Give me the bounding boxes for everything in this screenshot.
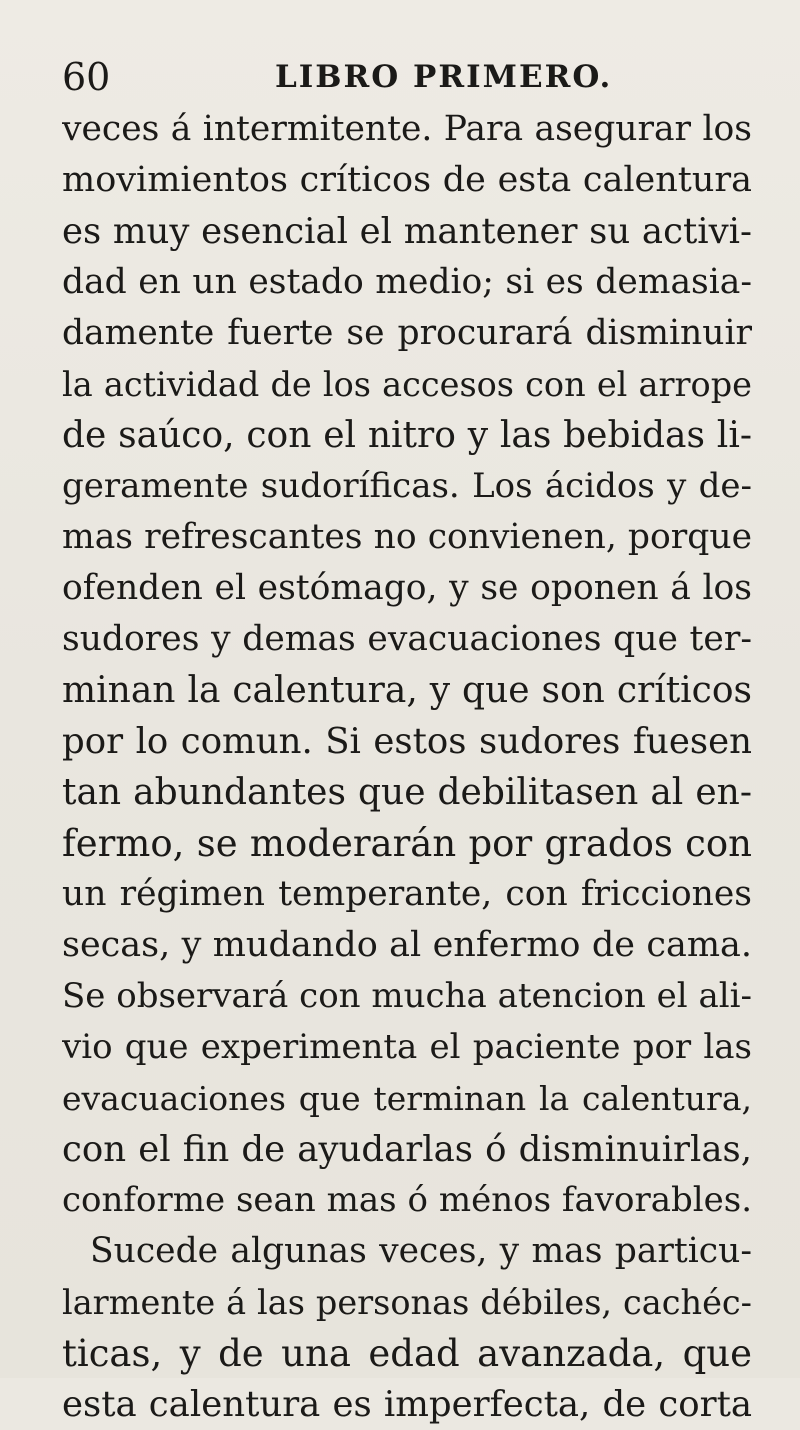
text-line: movimientos críticos de esta calentura xyxy=(62,160,752,200)
text-line: esta calentura es imperfecta, de corta xyxy=(62,1384,752,1425)
text-line: veces á intermitente. Para asegurar los xyxy=(62,109,752,149)
text-line: minan la calentura, y que son críticos xyxy=(62,670,752,711)
text-line: tan abundantes que debilitasen al en- xyxy=(62,772,752,813)
paragraph-start-line: Sucede algunas veces, y mas particu- xyxy=(90,1231,752,1271)
text-line: conforme sean mas ó ménos favorables. xyxy=(62,1180,752,1220)
text-line: secas, y mudando al enfermo de cama. xyxy=(62,925,752,965)
running-head xyxy=(62,52,752,102)
text-line: ofenden el estómago, y se oponen á los xyxy=(62,568,752,608)
text-line: es muy esencial el mantener su activi- xyxy=(62,211,752,252)
text-line: mas refrescantes no convienen, porque xyxy=(62,517,752,557)
text-line: larmente á las personas débiles, cachéc- xyxy=(62,1283,752,1322)
running-title: LIBRO PRIMERO. xyxy=(275,59,613,95)
text-line: evacuaciones que terminan la calentura, xyxy=(62,1079,752,1118)
text-line: la actividad de los accesos con el arrope xyxy=(62,365,752,404)
text-line: sudores y demas evacuaciones que ter- xyxy=(62,619,752,659)
text-line: por lo comun. Si estos sudores fuesen xyxy=(62,721,752,762)
text-line: un régimen temperante, con fricciones xyxy=(62,874,752,914)
text-line: vio que experimenta el paciente por las xyxy=(62,1027,752,1067)
text-line: con el fin de ayudarlas ó disminuirlas, xyxy=(62,1129,752,1170)
text-line: fermo, se moderarán por grados con xyxy=(62,822,752,865)
page-number: 60 xyxy=(62,55,111,99)
text-line: damente fuerte se procurará disminuir xyxy=(62,313,752,353)
text-line: geramente sudoríficas. Los ácidos y de- xyxy=(62,466,752,506)
text-line: de saúco, con el nitro y las bebidas li- xyxy=(62,415,752,456)
text-line: dad en un estado medio; si es demasia- xyxy=(62,262,752,302)
text-line: ticas, y de una edad avanzada, que xyxy=(62,1332,752,1375)
text-line: Se observará con mucha atencion el ali- xyxy=(62,976,752,1016)
body-text xyxy=(62,104,752,1430)
